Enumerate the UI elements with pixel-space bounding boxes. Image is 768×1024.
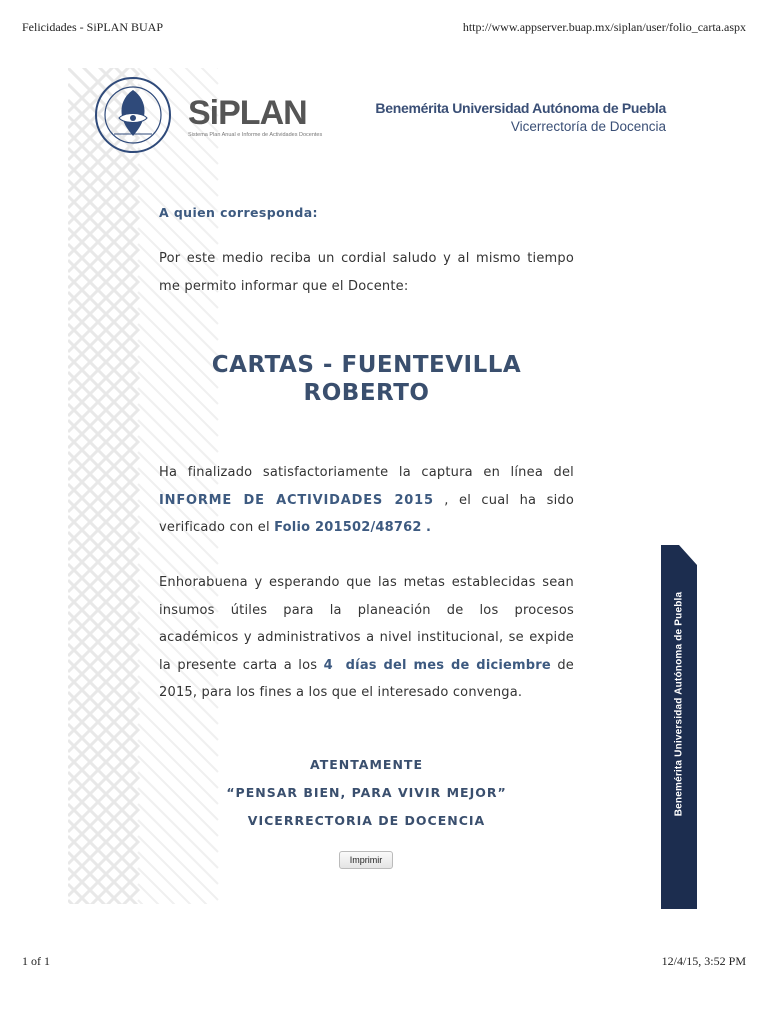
siplan-logo bbox=[188, 96, 322, 138]
university-name: Benemérita Universidad Autónoma de Puebla bbox=[375, 100, 666, 116]
page-title: Felicidades - SiPLAN BUAP bbox=[22, 20, 163, 34]
docente-name: CARTAS - FUENTEVILLA ROBERTO bbox=[211, 352, 522, 406]
closing-line-3: VICERRECTORIA DE DOCENCIA bbox=[247, 813, 486, 828]
greeting: A quien corresponda: bbox=[159, 205, 318, 220]
print-button[interactable]: Imprimir bbox=[339, 851, 393, 869]
closing-text-b: de 2015, para los fines a los que el interesado convenga. bbox=[159, 657, 574, 700]
intro-paragraph: Por este medio reciba un cordial saludo y al mismo tiempo me permito informar que el Docente: bbox=[159, 251, 574, 294]
university-seal-icon bbox=[94, 76, 172, 154]
closing-line-2: “PENSAR BIEN, PARA VIVIR MEJOR” bbox=[226, 785, 507, 800]
signature-block bbox=[159, 751, 574, 835]
print-datetime: 12/4/15, 3:52 PM bbox=[661, 954, 746, 968]
page-count: 1 of 1 bbox=[22, 954, 50, 968]
sidebar-corner-cut bbox=[661, 545, 697, 565]
closing-line-1: ATENTAMENTE bbox=[310, 757, 423, 772]
sidebar-vertical-text: Benemérita Universidad Autónoma de Puebla bbox=[673, 591, 685, 817]
completion-text-b: , el cual ha sido verificado con el bbox=[159, 492, 574, 535]
print-header bbox=[22, 20, 746, 38]
completion-paragraph bbox=[159, 459, 574, 542]
department-name: Vicerrectoría de Docencia bbox=[510, 119, 666, 134]
university-block bbox=[375, 100, 666, 134]
siplan-brand: SiPLAN bbox=[188, 94, 307, 132]
issue-day: 4 bbox=[323, 657, 333, 673]
siplan-tagline: Sistema Plan Anual e Informe de Actividades Docentes bbox=[188, 132, 323, 138]
folio-number: Folio 201502/48762 bbox=[274, 520, 422, 535]
letter-header bbox=[68, 68, 698, 178]
report-name: INFORME DE ACTIVIDADES 2015 bbox=[159, 492, 434, 508]
print-footer bbox=[22, 954, 746, 972]
issue-month: días del mes de diciembre bbox=[345, 657, 551, 673]
completion-text-c: . bbox=[425, 520, 432, 535]
university-sidebar bbox=[661, 545, 697, 909]
letter-body bbox=[159, 205, 574, 828]
closing-text-a: Enhorabuena y esperando que las metas establecidas sean insumos útiles para la planeación de los procesos académicos y administrativos a nivel institucional, se expide la presente carta a los bbox=[159, 575, 574, 673]
page-url[interactable]: http://www.appserver.buap.mx/siplan/user/folio_carta.aspx bbox=[462, 20, 746, 34]
completion-text-a: Ha finalizado satisfactoriamente la captura en línea del bbox=[159, 465, 574, 480]
closing-paragraph bbox=[159, 569, 574, 707]
